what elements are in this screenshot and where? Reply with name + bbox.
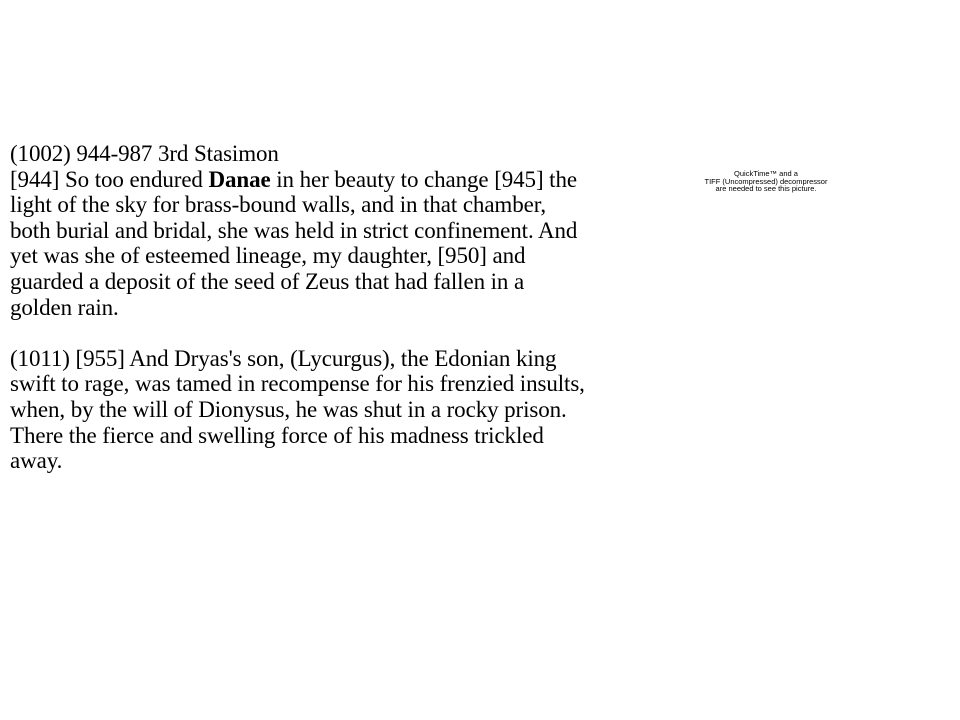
paragraph-danae bbox=[10, 167, 590, 321]
paragraph-danae-body: in her beauty to change [945] the light of the sky for brass-bound walls, and in that chamber, both burial and bridal, she was held in strict confinement. And yet was she of esteemed lineage, my daughter, [950] and guarded a deposit of the seed of Zeus that had fallen in a golden rain. bbox=[10, 166, 578, 320]
placeholder-line-2: TIFF (Uncompressed) decompressor bbox=[704, 176, 828, 186]
placeholder-line-3: are needed to see this picture. bbox=[715, 184, 817, 193]
placeholder-line-1: QuickTime™ and a bbox=[734, 169, 798, 178]
quicktime-image-placeholder bbox=[700, 170, 832, 192]
paragraph-danae-intro: [944] So too endured bbox=[10, 166, 209, 192]
danae-name: Danae bbox=[208, 166, 271, 192]
section-heading: (1002) 944-987 3rd Stasimon bbox=[10, 141, 279, 166]
paragraph-lycurgus: (1011) [955] And Dryas's son, (Lycurgus), the Edonian king swift to rage, was tamed in recompense for his frenzied insults, when, by the will of Dionysus, he was shut in a rocky prison. There the fierce and swelling force of his madness trickled away. bbox=[10, 345, 585, 474]
slide-text-block bbox=[10, 141, 590, 474]
paragraph-gap bbox=[10, 320, 590, 346]
